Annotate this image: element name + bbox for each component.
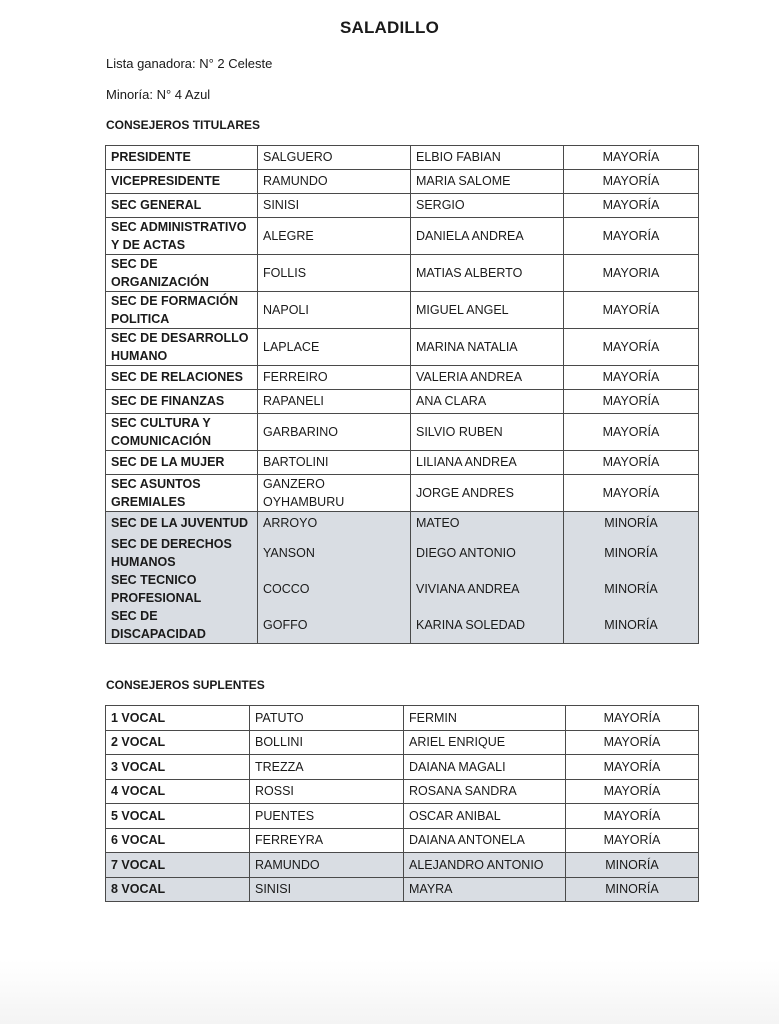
- table-row: [106, 512, 699, 536]
- surname-cell: GANZERO OYHAMBURU: [258, 475, 411, 512]
- table-row: [106, 755, 699, 780]
- type-cell: MAYORÍA: [566, 804, 699, 829]
- type-cell: MINORÍA: [566, 853, 699, 878]
- type-cell: MAYORÍA: [564, 451, 699, 475]
- name-cell: DAIANA ANTONELA: [404, 828, 566, 853]
- surname-cell: PATUTO: [250, 706, 404, 731]
- type-cell: MAYORÍA: [566, 706, 699, 731]
- surname-cell: SALGUERO: [258, 146, 411, 170]
- table-row: [106, 194, 699, 218]
- table-row: [106, 853, 699, 878]
- type-cell: MAYORÍA: [564, 292, 699, 329]
- role-cell: SEC DE FORMACIÓN POLITICA: [106, 292, 258, 329]
- role-cell: SEC ASUNTOS GREMIALES: [106, 475, 258, 512]
- role-cell: 6 VOCAL: [106, 828, 250, 853]
- table-row: [106, 366, 699, 390]
- role-cell: SEC CULTURA Y COMUNICACIÓN: [106, 414, 258, 451]
- role-cell: SEC ADMINISTRATIVO Y DE ACTAS: [106, 218, 258, 255]
- surname-cell: SINISI: [250, 877, 404, 902]
- surname-cell: FERREYRA: [250, 828, 404, 853]
- type-cell: MAYORÍA: [564, 475, 699, 512]
- role-cell: 4 VOCAL: [106, 779, 250, 804]
- name-cell: ANA CLARA: [411, 390, 564, 414]
- role-cell: SEC DE FINANZAS: [106, 390, 258, 414]
- role-cell: 5 VOCAL: [106, 804, 250, 829]
- type-cell: MAYORÍA: [564, 170, 699, 194]
- type-cell: MAYORÍA: [564, 366, 699, 390]
- table-row: [106, 475, 699, 512]
- type-cell: MINORÍA: [564, 512, 699, 536]
- surname-cell: BARTOLINI: [258, 451, 411, 475]
- table-row: [106, 535, 699, 571]
- name-cell: VIVIANA ANDREA: [411, 571, 564, 607]
- winning-list-text: Lista ganadora: N° 2 Celeste: [106, 56, 273, 71]
- table-row: [106, 414, 699, 451]
- name-cell: MATEO: [411, 512, 564, 536]
- type-cell: MAYORÍA: [566, 779, 699, 804]
- surname-cell: LAPLACE: [258, 329, 411, 366]
- name-cell: VALERIA ANDREA: [411, 366, 564, 390]
- table-row: [106, 329, 699, 366]
- role-cell: SEC GENERAL: [106, 194, 258, 218]
- name-cell: FERMIN: [404, 706, 566, 731]
- table-row: [106, 146, 699, 170]
- surname-cell: GARBARINO: [258, 414, 411, 451]
- table-row: [106, 730, 699, 755]
- surname-cell: FERREIRO: [258, 366, 411, 390]
- surname-cell: PUENTES: [250, 804, 404, 829]
- role-cell: SEC DE LA JUVENTUD: [106, 512, 258, 536]
- name-cell: ROSANA SANDRA: [404, 779, 566, 804]
- document-title: SALADILLO: [339, 18, 440, 37]
- type-cell: MINORÍA: [566, 877, 699, 902]
- name-cell: DAIANA MAGALI: [404, 755, 566, 780]
- name-cell: SERGIO: [411, 194, 564, 218]
- table-row: [106, 255, 699, 292]
- role-cell: 7 VOCAL: [106, 853, 250, 878]
- type-cell: MAYORIA: [564, 255, 699, 292]
- role-cell: 2 VOCAL: [106, 730, 250, 755]
- name-cell: DANIELA ANDREA: [411, 218, 564, 255]
- surname-cell: TREZZA: [250, 755, 404, 780]
- role-cell: SEC DE DISCAPACIDAD: [106, 607, 258, 644]
- type-cell: MAYORÍA: [566, 828, 699, 853]
- surname-cell: ALEGRE: [258, 218, 411, 255]
- role-cell: VICEPRESIDENTE: [106, 170, 258, 194]
- type-cell: MINORÍA: [564, 607, 699, 644]
- type-cell: MAYORÍA: [564, 390, 699, 414]
- table-row: [106, 571, 699, 607]
- type-cell: MINORÍA: [564, 535, 699, 571]
- role-cell: 3 VOCAL: [106, 755, 250, 780]
- table-row: [106, 451, 699, 475]
- name-cell: MARINA NATALIA: [411, 329, 564, 366]
- name-cell: ARIEL ENRIQUE: [404, 730, 566, 755]
- role-cell: PRESIDENTE: [106, 146, 258, 170]
- surname-cell: GOFFO: [258, 607, 411, 644]
- table-row: [106, 779, 699, 804]
- name-cell: SILVIO RUBEN: [411, 414, 564, 451]
- suplentes-table: [105, 705, 699, 902]
- surname-cell: YANSON: [258, 535, 411, 571]
- role-cell: 1 VOCAL: [106, 706, 250, 731]
- type-cell: MINORÍA: [564, 571, 699, 607]
- name-cell: KARINA SOLEDAD: [411, 607, 564, 644]
- table-row: [106, 828, 699, 853]
- surname-cell: SINISI: [258, 194, 411, 218]
- name-cell: DIEGO ANTONIO: [411, 535, 564, 571]
- role-cell: 8 VOCAL: [106, 877, 250, 902]
- surname-cell: BOLLINI: [250, 730, 404, 755]
- surname-cell: RAMUNDO: [258, 170, 411, 194]
- type-cell: MAYORÍA: [564, 146, 699, 170]
- name-cell: OSCAR ANIBAL: [404, 804, 566, 829]
- table-row: [106, 390, 699, 414]
- name-cell: ELBIO FABIAN: [411, 146, 564, 170]
- name-cell: JORGE ANDRES: [411, 475, 564, 512]
- minority-list-text: Minoría: N° 4 Azul: [106, 87, 211, 102]
- surname-cell: RAMUNDO: [250, 853, 404, 878]
- name-cell: MIGUEL ANGEL: [411, 292, 564, 329]
- type-cell: MAYORÍA: [566, 730, 699, 755]
- name-cell: MATIAS ALBERTO: [411, 255, 564, 292]
- name-cell: MARIA SALOME: [411, 170, 564, 194]
- surname-cell: FOLLIS: [258, 255, 411, 292]
- role-cell: SEC TECNICO PROFESIONAL: [106, 571, 258, 607]
- type-cell: MAYORÍA: [564, 194, 699, 218]
- titulares-heading: CONSEJEROS TITULARES: [106, 118, 261, 132]
- type-cell: MAYORÍA: [564, 218, 699, 255]
- table-row: [106, 706, 699, 731]
- name-cell: LILIANA ANDREA: [411, 451, 564, 475]
- titulares-table: [105, 145, 699, 644]
- role-cell: SEC DE RELACIONES: [106, 366, 258, 390]
- type-cell: MAYORÍA: [564, 329, 699, 366]
- surname-cell: COCCO: [258, 571, 411, 607]
- suplentes-heading: CONSEJEROS SUPLENTES: [106, 678, 265, 692]
- table-row: [106, 877, 699, 902]
- role-cell: SEC DE DESARROLLO HUMANO: [106, 329, 258, 366]
- table-row: [106, 607, 699, 644]
- name-cell: MAYRA: [404, 877, 566, 902]
- surname-cell: RAPANELI: [258, 390, 411, 414]
- surname-cell: NAPOLI: [258, 292, 411, 329]
- role-cell: SEC DE ORGANIZACIÓN: [106, 255, 258, 292]
- table-row: [106, 170, 699, 194]
- table-row: [106, 218, 699, 255]
- table-row: [106, 292, 699, 329]
- surname-cell: ROSSI: [250, 779, 404, 804]
- type-cell: MAYORÍA: [564, 414, 699, 451]
- surname-cell: ARROYO: [258, 512, 411, 536]
- name-cell: ALEJANDRO ANTONIO: [404, 853, 566, 878]
- table-row: [106, 804, 699, 829]
- type-cell: MAYORÍA: [566, 755, 699, 780]
- role-cell: SEC DE LA MUJER: [106, 451, 258, 475]
- role-cell: SEC DE DERECHOS HUMANOS: [106, 535, 258, 571]
